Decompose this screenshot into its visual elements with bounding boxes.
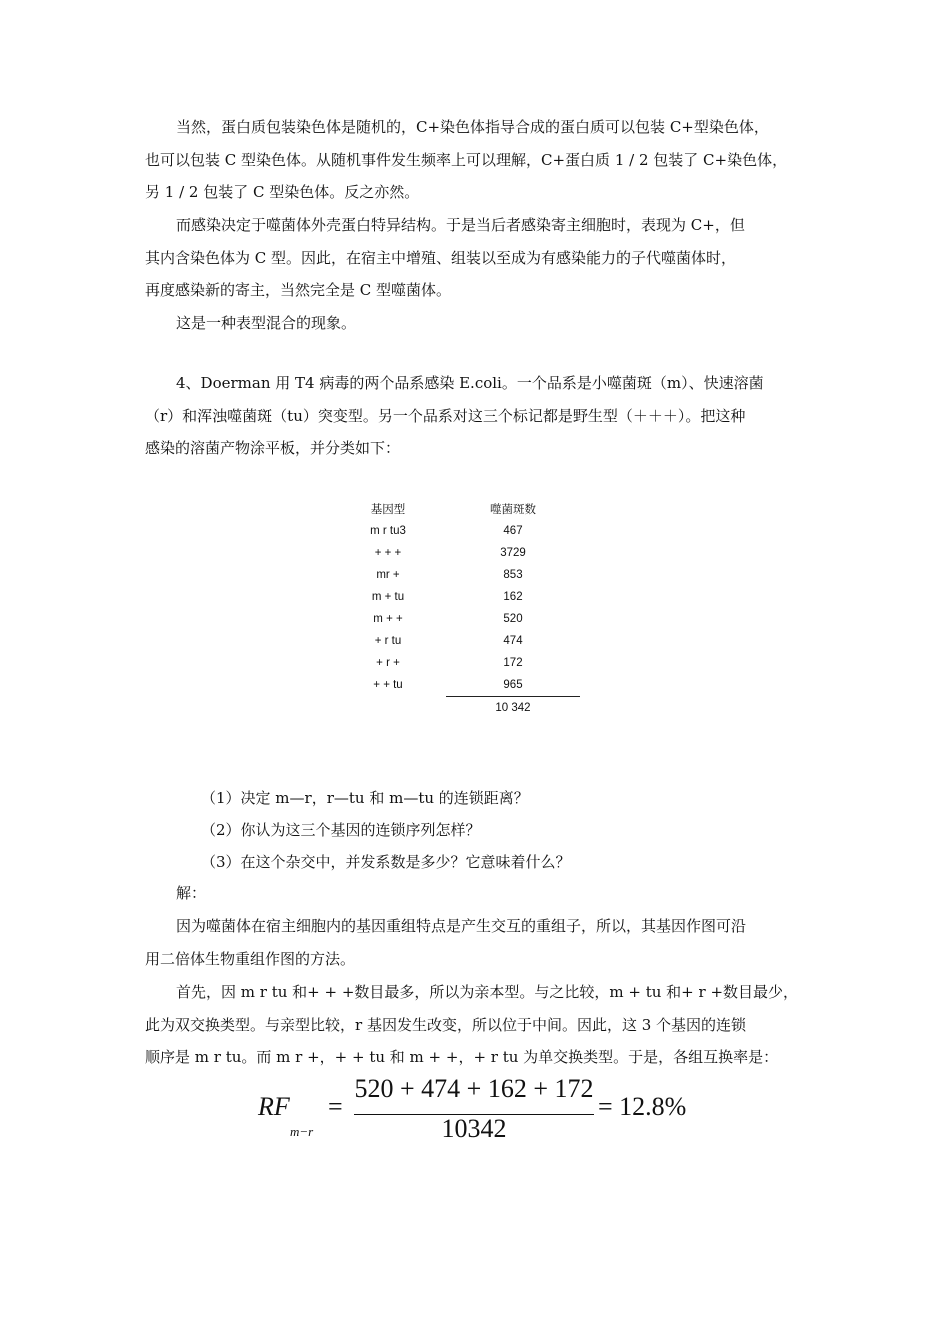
formula-result: = 12.8%: [598, 1092, 687, 1121]
recombination-frequency-formula: [258, 1074, 718, 1148]
formula-equals: =: [328, 1092, 343, 1121]
table-row: [352, 674, 580, 697]
genotype-cell: + + +: [374, 547, 402, 559]
text-line: 再度感染新的寄主，当然完全是 C 型噬菌体。: [145, 281, 452, 299]
text-line: 这是一种表型混合的现象。: [176, 314, 357, 332]
genotype-cell: m r tu3: [370, 525, 406, 537]
paragraph-1: [145, 111, 809, 209]
table-row: [352, 608, 580, 630]
count-cell: 3729: [500, 547, 526, 559]
answer-label-text: 解：: [176, 884, 207, 902]
table-total-row: [352, 697, 580, 720]
table-row: [352, 564, 580, 586]
genotype-cell: + r +: [376, 657, 400, 669]
answer-paragraph-1: [145, 910, 809, 975]
genotype-table: [352, 498, 580, 719]
genotype-cell: + r tu: [374, 635, 402, 647]
text-line: 感染的溶菌产物涂平板，并分类如下：: [145, 439, 401, 457]
text-line: 4、Doerman 用 T4 病毒的两个品系感染 E.coli。一个品系是小噬菌斑（m）、快速溶菌: [176, 374, 764, 392]
count-cell: 853: [503, 569, 523, 581]
paragraph-2: [145, 209, 809, 307]
count-cell: 965: [446, 674, 580, 697]
column-header: 噬菌斑数: [490, 504, 536, 516]
table-row: [352, 542, 580, 564]
table-header-row: [352, 498, 580, 520]
text-line: 另 1 / 2 包装了 C 型染色体。反之亦然。: [145, 183, 420, 201]
column-header: 基因型: [370, 504, 406, 516]
formula-subscript: m−r: [290, 1124, 314, 1139]
paragraph-3: [145, 307, 809, 340]
text-line: 当然，蛋白质包装染色体是随机的，C+染色体指导合成的蛋白质可以包装 C+型染色体，: [176, 118, 769, 136]
text-line: 顺序是 m r tu。而 m r +，+ + tu 和 m + +，+ r tu 为单交换类型。于是，各组互换率是：: [145, 1048, 779, 1066]
genotype-cell: mr +: [376, 569, 400, 581]
answer-paragraph-2: [145, 976, 809, 1074]
table-row: [352, 520, 580, 542]
total-cell: 10 342: [495, 702, 531, 714]
count-cell: 474: [503, 635, 523, 647]
genotype-cell: m + tu: [371, 591, 405, 603]
text-line: 而感染决定于噬菌体外壳蛋白特异结构。于是当后者感染寄主细胞时，表现为 C+，但: [176, 216, 745, 234]
count-cell: 162: [503, 591, 523, 603]
question-3: （3）在这个杂交中，并发系数是多少？它意味着什么？: [201, 853, 571, 871]
text-line: 首先，因 m r tu 和+ + +数目最多，所以为亲本型。与之比较，m + tu 和+ r +数目最少，: [176, 983, 799, 1001]
table-row: [352, 586, 580, 608]
text-line: 因为噬菌体在宿主细胞内的基因重组特点是产生交互的重组子，所以，其基因作图可沿: [176, 917, 747, 935]
table-row: [352, 652, 580, 674]
text-line: 用二倍体生物重组作图的方法。: [145, 949, 356, 968]
question-1: （1）决定 m—r，r—tu 和 m—tu 的连锁距离？: [201, 789, 529, 807]
text-line: （r）和浑浊噬菌斑（tu）突变型。另一个品系对这三个标记都是野生型（＋＋＋）。把这种: [145, 406, 746, 425]
table-row: [352, 630, 580, 652]
formula-lhs: RF: [258, 1092, 290, 1121]
count-cell: 172: [503, 657, 523, 669]
text-line: 此为双交换类型。与亲型比较，r 基因发生改变，所以位于中间。因此，这 3 个基因的连锁: [145, 1015, 747, 1034]
text-line: 也可以包装 C 型染色体。从随机事件发生频率上可以理解，C+蛋白质 1 / 2 包装了 C+染色体，: [145, 150, 788, 169]
question-2: （2）你认为这三个基因的连锁序列怎样？: [201, 821, 481, 839]
count-cell: 467: [503, 525, 523, 537]
genotype-cell: + + tu: [373, 679, 403, 692]
problem-4: [145, 367, 809, 465]
formula-numerator: 520 + 474 + 162 + 172: [354, 1074, 594, 1103]
formula-denominator: 10342: [441, 1114, 507, 1143]
answer-label: [145, 877, 809, 910]
text-line: 其内含染色体为 C 型。因此，在宿主中增殖、组装以至成为有感染能力的子代噬菌体时，: [145, 248, 737, 267]
count-cell: 520: [503, 613, 523, 625]
genotype-cell: m + +: [373, 613, 403, 625]
